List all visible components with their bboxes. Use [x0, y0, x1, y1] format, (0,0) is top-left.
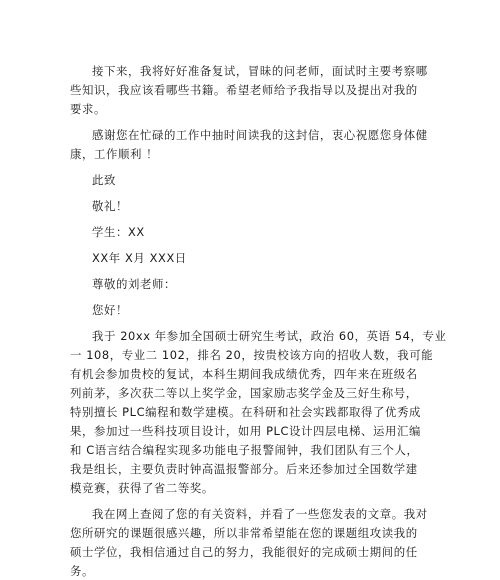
- greeting: 尊敬的刘老师：: [92, 277, 176, 291]
- text-line: 硕士学位，我相信通过自己的努力，我能很好的完成硕士期间的任: [70, 545, 418, 559]
- text-line: 一 108，专业二 102，排名 20，按贵校该方向的招收人数，我可能: [70, 348, 434, 362]
- text-line: 要求。: [70, 102, 106, 116]
- text-line: 有机会参加贵校的复试，本科生期间我成绩优秀，四年来在班级名: [70, 367, 418, 381]
- text-line: 康，工作顺利 ！: [70, 147, 159, 161]
- greeting-hello: 您好！: [92, 303, 128, 317]
- text-line: 我在网上查阅了您的有关资料，并看了一些您发表的文章。我对: [92, 507, 428, 521]
- text-line: 接下来，我将好好准备复试，冒昧的问老师，面试时主要考察哪: [92, 64, 428, 78]
- signature: 学生：XX: [92, 225, 145, 239]
- text-line: 特别擅长 PLC编程和数学建模。在科研和社会实践都取得了优秀成: [70, 405, 421, 419]
- text-line: 模竞赛，获得了省二等奖。: [70, 481, 214, 495]
- text-line: 我于 20xx 年参加全国硕士研究生考试，政治 60，英语 54，专业: [92, 329, 447, 343]
- salutation-closing: 敬礼！: [92, 199, 128, 213]
- text-line: 列前茅，多次获二等以上奖学金，国家励志奖学金及三好生称号，: [70, 386, 418, 400]
- text-line: 些知识，我应该看哪些书籍。希望老师给予我指导以及提出对我的: [70, 83, 418, 97]
- date-line: XX年 X月 XXX日: [92, 251, 187, 265]
- text-line: 和 C语言结合编程实现多功能电子报警闹钟，我们团队有三个人，: [70, 443, 419, 457]
- text-line: 果，参加过一些科技项目设计，如用 PLC设计四层电梯、运用汇编: [70, 424, 421, 438]
- text-line: 您所研究的课题很感兴趣，所以非常希望能在您的课题组攻读我的: [70, 526, 418, 540]
- text-line: 我是组长，主要负责时钟高温报警部分。后来还参加过全国数学建: [70, 462, 418, 476]
- closing-phrase: 此致: [92, 173, 116, 187]
- text-line: 感谢您在忙碌的工作中抽时间读我的这封信，衷心祝愿您身体健: [92, 128, 428, 142]
- text-line: 务。: [70, 564, 94, 578]
